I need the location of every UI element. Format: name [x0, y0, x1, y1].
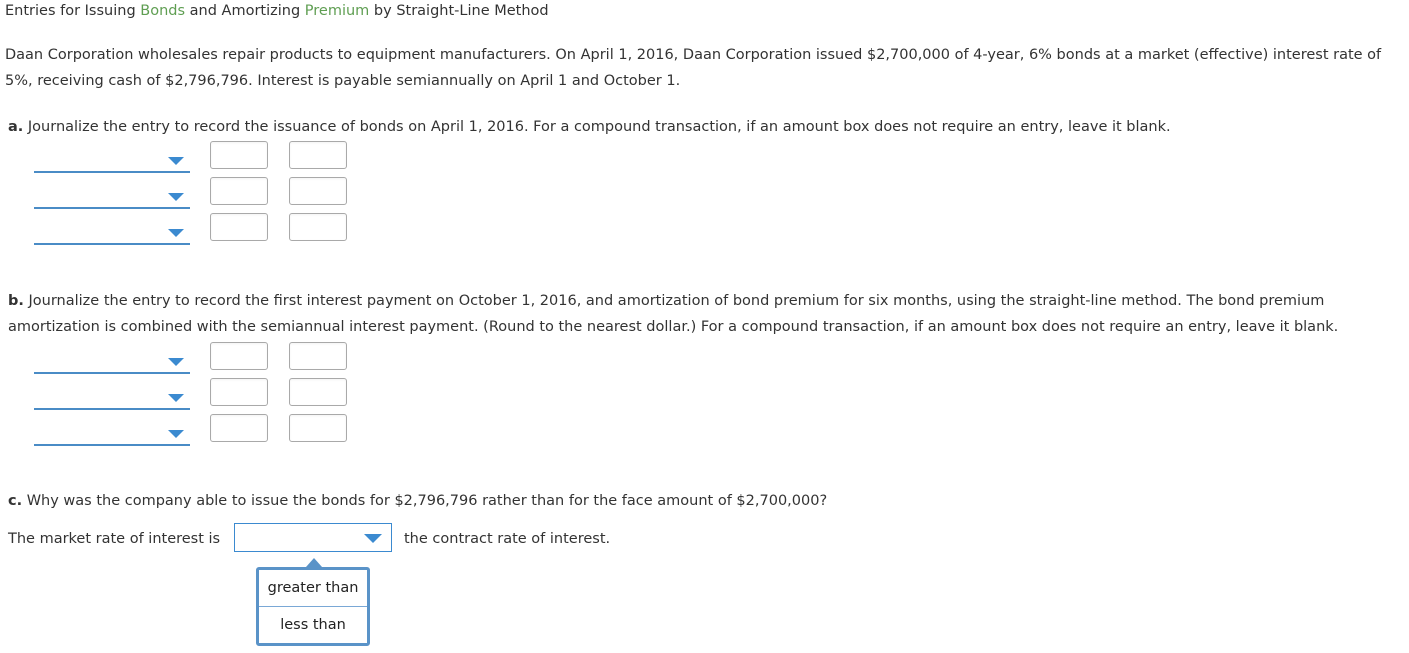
account-select[interactable] [34, 350, 190, 374]
question-c-label: c. [8, 493, 23, 509]
question-c [8, 488, 1403, 514]
account-select[interactable] [34, 422, 190, 446]
title-part3: by Straight-Line Method [369, 3, 549, 19]
debit-input[interactable] [210, 378, 268, 406]
debit-input[interactable] [210, 177, 268, 205]
question-b-label: b. [8, 293, 24, 309]
sentence-prefix: The market rate of interest is [8, 531, 221, 547]
chevron-down-icon [168, 157, 184, 165]
chevron-down-icon [168, 193, 184, 201]
dropdown-caret [306, 558, 322, 567]
question-b-text: Journalize the entry to record the first interest payment on October 1, 2016, and amortization of bond premium for six months, using the straight-line method. The bond premium amortization is combined with the semiannual interest payment. (Round to the nearest dollar.) For a compound transaction, if an amount box does not require an entry, leave it blank. [8, 293, 1339, 335]
title-part1: Entries for Issuing [5, 3, 141, 19]
chevron-down-icon [364, 534, 382, 543]
account-select[interactable] [34, 221, 190, 245]
title-part2: and Amortizing [185, 3, 305, 19]
account-select[interactable] [34, 185, 190, 209]
debit-input[interactable] [210, 141, 268, 169]
option-greater-than[interactable]: greater than [267, 580, 359, 596]
question-a-label: a. [8, 119, 24, 135]
title-keyword-premium[interactable]: Premium [304, 3, 370, 19]
credit-input[interactable] [289, 177, 347, 205]
chevron-down-icon [168, 430, 184, 438]
question-b [8, 288, 1408, 340]
page-title [5, 3, 549, 19]
sentence-suffix: the contract rate of interest. [404, 531, 611, 547]
problem-intro: Daan Corporation wholesales repair products to equipment manufacturers. On April 1, 2016, Daan Corporation issued $2,700,000 of 4-year, 6% bonds at a market (effective) interest rate of 5%, receiving cash of $2,796,796. Interest is payable semiannually on April 1 and October 1. [5, 47, 1382, 89]
market-rate-comparison-select[interactable] [234, 523, 392, 552]
option-less-than[interactable]: less than [259, 606, 367, 643]
credit-input[interactable] [289, 141, 347, 169]
question-c-text: Why was the company able to issue the bonds for $2,796,796 rather than for the face amount of $2,700,000? [26, 493, 828, 509]
credit-input[interactable] [289, 378, 347, 406]
question-a-text: Journalize the entry to record the issuance of bonds on April 1, 2016. For a compound transaction, if an amount box does not require an entry, leave it blank. [27, 119, 1171, 135]
question-a [8, 114, 1403, 140]
account-select[interactable] [34, 386, 190, 410]
title-keyword-bonds[interactable]: Bonds [140, 3, 186, 19]
account-select[interactable] [34, 149, 190, 173]
credit-input[interactable] [289, 414, 347, 442]
chevron-down-icon [168, 358, 184, 366]
chevron-down-icon [168, 394, 184, 402]
debit-input[interactable] [210, 213, 268, 241]
debit-input[interactable] [210, 342, 268, 370]
debit-input[interactable] [210, 414, 268, 442]
credit-input[interactable] [289, 342, 347, 370]
dropdown-menu [256, 567, 370, 646]
chevron-down-icon [168, 229, 184, 237]
credit-input[interactable] [289, 213, 347, 241]
